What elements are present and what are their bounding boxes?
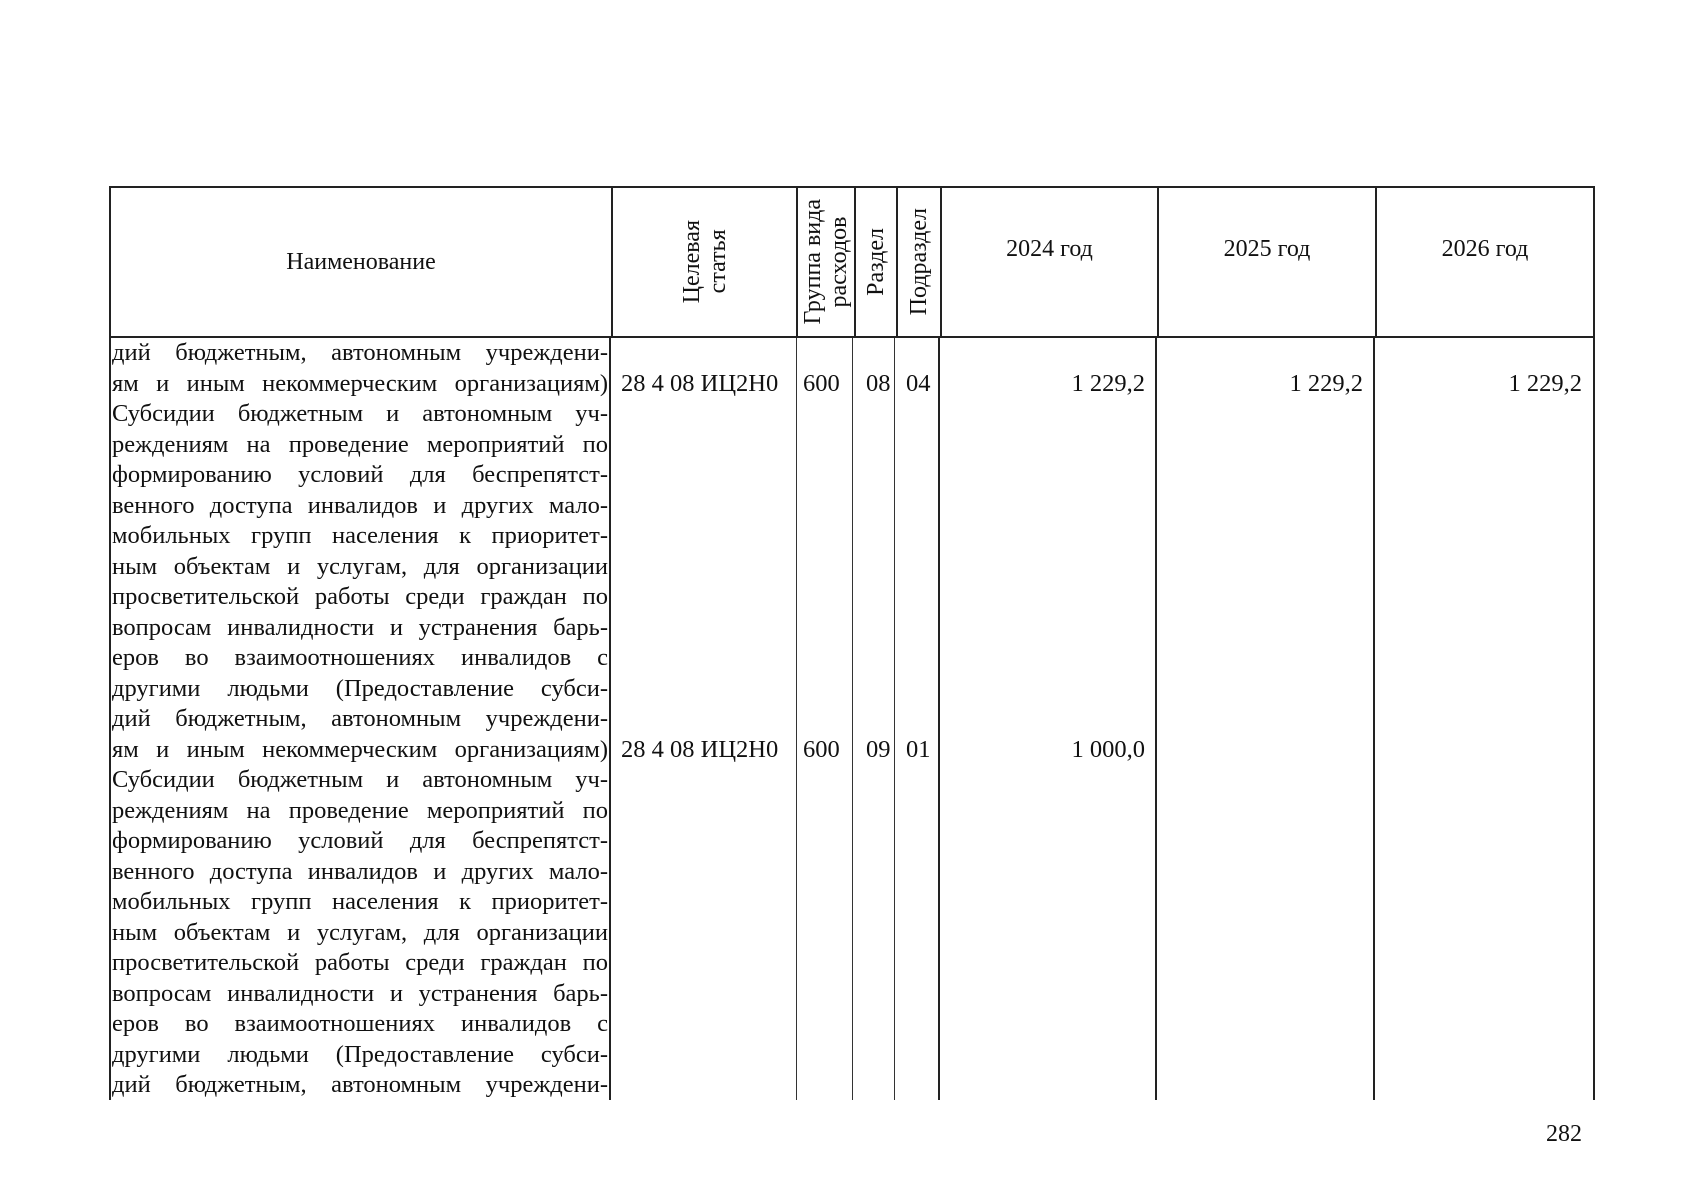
description-line: мобильных групп населения к приоритет- — [112, 522, 608, 549]
description-line: мобильных групп населения к приоритет- — [112, 888, 608, 915]
row-2-section: 09 — [866, 736, 891, 763]
description-line: Субсидии бюджетным и автономным уч- — [112, 400, 608, 427]
row-1-2025: 1 229,2 — [1289, 370, 1363, 397]
description-line: Субсидии бюджетным и автономным уч- — [112, 766, 608, 793]
description-line: венного доступа инвалидов и других мало- — [112, 491, 608, 519]
row-1-section: 08 — [866, 370, 891, 397]
header-subsection — [896, 186, 940, 338]
header-subsection-label: Подраздел — [906, 208, 932, 316]
header-section — [854, 186, 896, 338]
row-1-expense-group: 600 — [803, 370, 840, 397]
column-rule-target — [796, 338, 797, 1100]
description-line: реждениям на проведение мероприятий по — [112, 430, 608, 458]
description-line: формированию условий для беспрепятст- — [112, 827, 608, 854]
header-section-label: Раздел — [863, 228, 889, 296]
row-2-expense-group: 600 — [803, 736, 840, 763]
description-line: формированию условий для беспрепятст- — [112, 461, 608, 488]
description-line: просветительской работы среди граждан по — [112, 583, 608, 610]
column-rule-section — [894, 338, 895, 1100]
header-year-2024 — [940, 186, 1157, 338]
description-line: дий бюджетным, автономным учреждени- — [112, 339, 608, 366]
description-text — [112, 338, 608, 1101]
header-expense-group-label: Группа вида расходов — [800, 199, 852, 325]
description-line: просветительской работы среди граждан по — [112, 949, 608, 976]
header-name-label: Наименование — [286, 248, 436, 275]
description-line: ям и иным некоммерческим организациям) — [112, 735, 608, 763]
row-1-subsection: 04 — [906, 370, 931, 397]
header-target-article — [611, 186, 796, 338]
row-2-subsection: 01 — [906, 736, 931, 763]
description-line: венного доступа инвалидов и других мало- — [112, 857, 608, 885]
header-target-article-label: Целевая статья — [678, 220, 731, 304]
description-line: вопросам инвалидности и устранения барь- — [112, 979, 608, 1007]
header-name — [109, 186, 611, 338]
row-1-target-article: 28 4 08 ИЦ2Н0 — [621, 370, 779, 397]
row-1-2024: 1 229,2 — [1071, 370, 1145, 397]
description-line: реждениям на проведение мероприятий по — [112, 796, 608, 824]
header-year-2024-label: 2024 год — [1006, 236, 1093, 262]
row-2-2024: 1 000,0 — [1071, 736, 1145, 763]
column-rule-2026 — [1593, 338, 1595, 1100]
description-line: еров во взаимоотношениях инвалидов с — [112, 1010, 608, 1037]
column-rule-2025 — [1373, 338, 1375, 1100]
row-2-target-article: 28 4 08 ИЦ2Н0 — [621, 736, 779, 763]
description-line: вопросам инвалидности и устранения барь- — [112, 613, 608, 641]
column-rule-2024 — [1155, 338, 1157, 1100]
column-rule-left — [109, 338, 111, 1100]
page-number: 282 — [1546, 1121, 1582, 1147]
header-year-2026 — [1375, 186, 1595, 338]
column-rule-name — [609, 338, 611, 1100]
column-rule-subsection — [938, 338, 940, 1100]
column-rule-group — [852, 338, 853, 1100]
header-year-2025 — [1157, 186, 1375, 338]
description-line: другими людьми (Предоставление субси- — [112, 674, 608, 702]
description-line: ным объектам и услугам, для организации — [112, 552, 608, 580]
row-1-2026: 1 229,2 — [1508, 370, 1582, 397]
header-year-2025-label: 2025 год — [1223, 236, 1311, 262]
description-line: еров во взаимоотношениях инвалидов с — [112, 644, 608, 671]
header-year-2026-label: 2026 год — [1441, 236, 1529, 262]
description-line: дий бюджетным, автономным учреждени- — [112, 1071, 608, 1098]
description-line: дий бюджетным, автономным учреждени- — [112, 705, 608, 732]
description-line: другими людьми (Предоставление субси- — [112, 1040, 608, 1068]
description-line: ям и иным некоммерческим организациям) — [112, 369, 608, 397]
description-line: ным объектам и услугам, для организации — [112, 918, 608, 946]
header-expense-group — [796, 186, 854, 338]
